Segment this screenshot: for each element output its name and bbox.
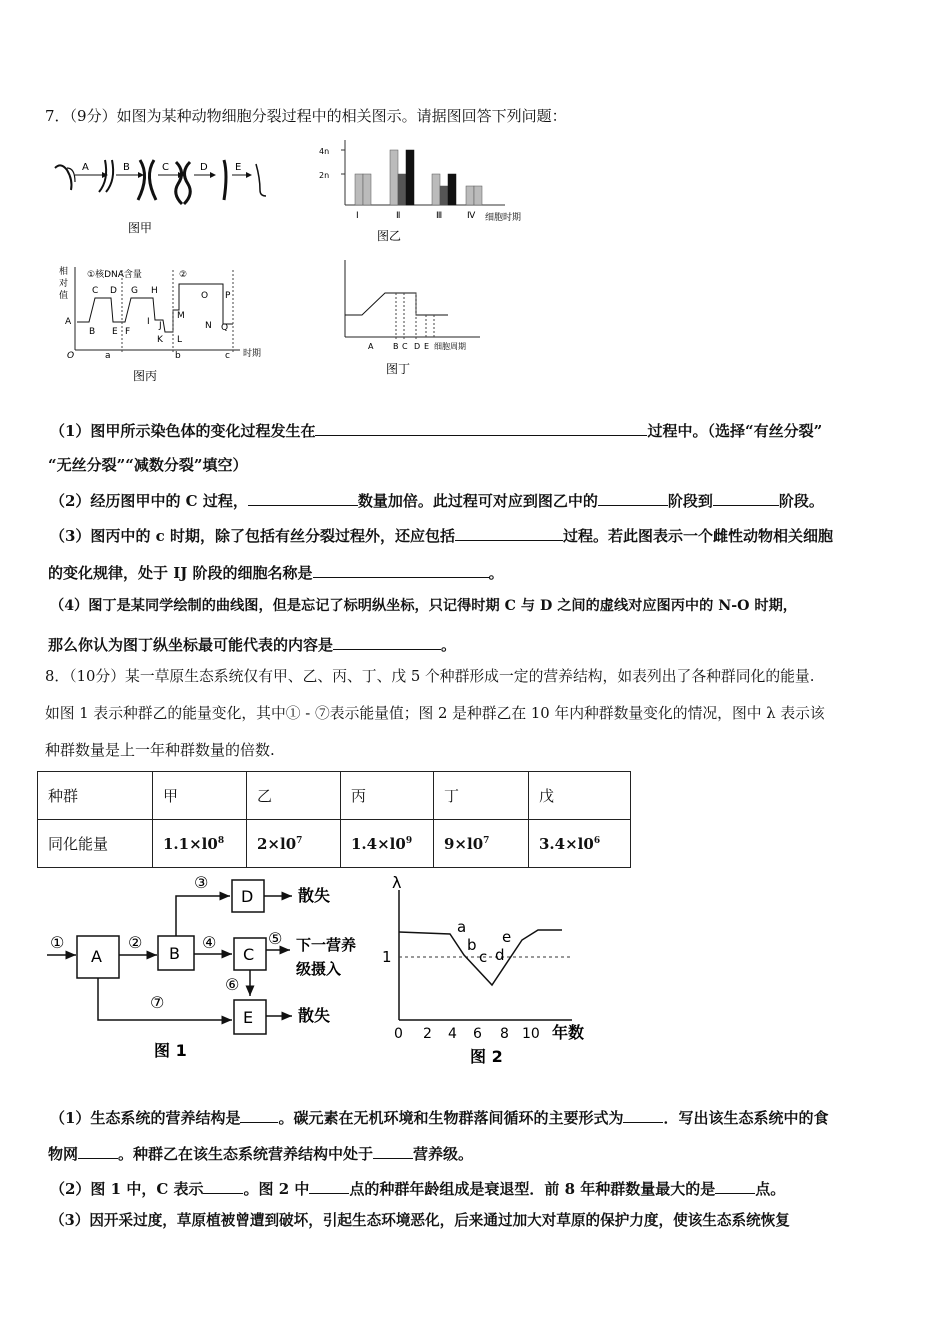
fig-ding-xlabel: 细胞周期 — [434, 342, 466, 351]
answer-blank-q7-3b[interactable] — [313, 561, 489, 578]
fig-yi-caption: 图乙 — [377, 229, 402, 243]
fig-bing-point-h: H — [151, 286, 158, 296]
answer-blank-q7-2b[interactable] — [598, 489, 668, 506]
q8-sub2-text-d: 点。 — [755, 1180, 786, 1198]
q7-sub1-text-b: 过程中。（选择“有丝分裂” — [647, 422, 823, 440]
table-row-label: 同化能量 — [38, 820, 153, 868]
fig-bing-xmark-a: a — [105, 351, 111, 361]
table-cell — [434, 820, 529, 868]
out-e-label: 散失 — [298, 1006, 331, 1025]
table-cell-exp: 8 — [217, 835, 225, 846]
fig-bing-point-i: I — [147, 317, 150, 327]
fig-2-point-a: a — [457, 918, 467, 936]
flow-label-7: ⑦ — [150, 993, 165, 1012]
fig-yi-bar — [398, 174, 406, 205]
fig-yi-tick-2: Ⅱ — [396, 211, 401, 221]
table-header-cell: 丙 — [341, 772, 434, 820]
q7-sub2-text-d: 阶段。 — [778, 492, 824, 510]
fig-yi-tick-4: Ⅳ — [467, 211, 476, 221]
q7-sub1-cont: “无丝分裂”“减数分裂”填空） — [48, 456, 248, 474]
q7-sub3-text-c: 的变化规律，处于 IJ 阶段的细胞名称是 — [48, 564, 313, 582]
table-cell-exp: 9 — [405, 835, 413, 846]
table-header-cell: 甲 — [153, 772, 247, 820]
fig-bing-xlabel: 时期 — [243, 349, 262, 359]
answer-blank-q8-1c[interactable] — [78, 1142, 118, 1159]
fig-yi-bar — [466, 186, 474, 205]
answer-blank-q7-1[interactable] — [315, 419, 647, 436]
fig-2-tick-8: 8 — [500, 1026, 509, 1042]
fig-bing-ylabel: 相 — [59, 267, 69, 277]
fig-2-tick-2: 2 — [423, 1026, 432, 1042]
table-header-cell: 戊 — [529, 772, 631, 820]
fig-ding-xmark-e: E — [424, 342, 430, 351]
fig-2-xlabel: 年数 — [552, 1023, 585, 1042]
q8-intro-2: 如图 1 表示种群乙的能量变化，其中① - ⑦表示能量值；图 2 是种群乙在 10 年内种群数量变化的情况，图中 λ 表示该 — [45, 705, 825, 722]
fig-bing-point-p: P — [225, 291, 231, 301]
table-row — [38, 820, 631, 868]
fig-bing-point-q: Q — [221, 323, 229, 333]
fig-bing-point-j: J — [159, 321, 162, 331]
table-cell-exp: 7 — [483, 835, 490, 846]
answer-blank-q8-1b[interactable] — [623, 1106, 663, 1123]
fig-yi-bar — [440, 186, 448, 205]
q7-sub4: （4）图丁是某同学绘制的曲线图，但是忘记了标明纵坐标，只记得时期 C 与 D 之间的虚线对应图丙中的 N-O 时期， — [50, 598, 797, 614]
energy-table — [37, 771, 631, 868]
table-header-cell: 乙 — [247, 772, 341, 820]
box-b-label: B — [169, 944, 180, 963]
flow-label-1: ① — [50, 933, 65, 952]
q8-sub3: （3）因开采过度，草原植被曾遭到破坏，引起生态环境恶化，后来通过加大对草原的保护力度，使该生态系统恢复 — [50, 1212, 790, 1229]
fig-2-tick-0: 0 — [394, 1026, 403, 1042]
fig-yi-bar — [355, 174, 363, 205]
q7-sub2-text-c: 阶段到 — [667, 492, 713, 510]
fig-2-lambda — [372, 870, 612, 1070]
fig-jia-label-c: C — [162, 162, 169, 173]
fig-bing — [55, 262, 275, 387]
q8-sub1-text-b: 。碳元素在无机环境和生物群落间循环的主要形式为 — [278, 1109, 624, 1127]
fig-bing-point-b: B — [89, 327, 96, 337]
fig-bing-ylabel: 对 — [59, 279, 69, 289]
table-cell — [153, 820, 247, 868]
answer-blank-q8-2b[interactable] — [309, 1177, 349, 1194]
fig-2-ylabel: λ — [392, 873, 402, 892]
fig-bing-point-l: L — [177, 335, 183, 345]
fig-jia-label-b: B — [123, 162, 130, 173]
fig-bing-point-n: N — [205, 321, 212, 331]
fig-yi-tick-4n: 4n — [319, 147, 330, 156]
flow-label-2: ② — [128, 933, 143, 952]
fig-1-energy-flow — [42, 868, 372, 1068]
fig-bing-point-a: A — [65, 317, 72, 327]
fig-bing-point-e: E — [112, 327, 118, 337]
q8-sub1 — [50, 1106, 828, 1128]
fig-2-caption: 图 2 — [470, 1047, 503, 1066]
box-e-label: E — [243, 1008, 254, 1027]
table-cell-exp: 6 — [593, 835, 601, 846]
answer-blank-q8-1a[interactable] — [240, 1106, 278, 1123]
q7-sub3-text-b: 过程。若此图表示一个雌性动物相关细胞 — [563, 527, 834, 545]
fig-bing-point-o: O — [201, 291, 209, 301]
flow-label-5: ⑤ — [268, 929, 283, 948]
table-cell-base: 3.4×l0 — [539, 834, 594, 853]
q8-intro-1: 8．（10分）某一草原生态系统仅有甲、乙、丙、丁、戊 5 个种群形成一定的营养结构，如表列出了各种群同化的能量. — [45, 668, 815, 685]
fig-2-tick-10: 10 — [522, 1026, 540, 1042]
fig-ding-xmark-b: B — [393, 342, 399, 351]
fig-yi-tick-3: Ⅲ — [436, 211, 443, 221]
q7-sub1 — [50, 419, 822, 441]
q7-sub3-cont — [48, 561, 504, 583]
fig-bing-section1: ①核DNA含量 — [87, 270, 142, 280]
fig-2-yref: 1 — [382, 948, 392, 966]
fig-jia-caption: 图甲 — [128, 221, 153, 235]
fig-2-point-c: c — [479, 948, 488, 966]
q7-sub3 — [50, 524, 833, 546]
out-c-label-1: 下一营养 — [296, 936, 357, 954]
q8-sub2 — [50, 1177, 785, 1199]
q8-sub1-text-d: 物网 — [48, 1145, 79, 1163]
fig-yi — [305, 130, 535, 245]
table-header-cell: 丁 — [434, 772, 529, 820]
fig-yi-bar — [406, 150, 414, 205]
fig-yi-bar — [448, 174, 456, 205]
flow-label-3: ③ — [194, 873, 209, 892]
q8-sub1-text-f: 营养级。 — [413, 1145, 474, 1163]
q8-sub2-text-a: （2）图 1 中，C 表示 — [50, 1180, 204, 1198]
fig-jia-label-d: D — [200, 162, 208, 173]
table-cell-base: 9×l0 — [444, 834, 484, 853]
table-cell-base: 1.4×l0 — [351, 834, 406, 853]
fig-yi-bar — [390, 150, 398, 205]
q8-sub1-text-e: 。种群乙在该生态系统营养结构中处于 — [118, 1145, 374, 1163]
fig-bing-point-k: K — [157, 335, 163, 345]
table-cell-base: 2×l0 — [257, 834, 297, 853]
flow-label-6: ⑥ — [225, 975, 240, 994]
fig-yi-bar — [432, 174, 440, 205]
table-cell — [247, 820, 341, 868]
fig-bing-origin: O — [67, 351, 75, 361]
fig-bing-xmark-c: c — [225, 351, 230, 361]
answer-blank-q7-3a[interactable] — [455, 524, 563, 541]
q8-sub2-text-c: 点的种群年龄组成是衰退型．前 8 年种群数量最大的是 — [349, 1180, 716, 1198]
q7-sub4-text-b: 那么你认为图丁纵坐标最可能代表的内容是 — [48, 636, 334, 654]
answer-blank-q8-2a[interactable] — [203, 1177, 243, 1194]
fig-yi-xlabel: 细胞时期 — [485, 213, 522, 223]
q7-sub2-text-b: 数量加倍。此过程可对应到图乙中的 — [357, 492, 598, 510]
table-header-row — [38, 772, 631, 820]
table-cell — [341, 820, 434, 868]
box-a-label: A — [91, 947, 102, 966]
fig-ding-caption: 图丁 — [386, 362, 411, 376]
answer-blank-q8-2c[interactable] — [715, 1177, 755, 1194]
fig-bing-point-g: G — [131, 286, 138, 296]
q8-sub1-text-c: ．写出该生态系统中的食 — [663, 1109, 829, 1127]
fig-2-tick-6: 6 — [473, 1026, 482, 1042]
q7-header: 7．（9分）如图为某种动物细胞分裂过程中的相关图示。请据图回答下列问题： — [45, 107, 567, 125]
fig-yi-tick-2n: 2n — [319, 171, 330, 180]
answer-blank-q7-2a[interactable] — [248, 489, 358, 506]
fig-jia-label-a: A — [82, 162, 89, 173]
fig-bing-point-m: M — [177, 311, 185, 321]
answer-blank-q7-2c[interactable] — [713, 489, 779, 506]
fig-bing-point-d: D — [110, 286, 117, 296]
table-cell-base: 1.1×l0 — [163, 834, 218, 853]
fig-bing-point-f: F — [125, 327, 131, 337]
q8-sub1-cont — [48, 1142, 473, 1164]
fig-ding-xmark-c: C — [402, 342, 408, 351]
q7-sub2 — [50, 489, 824, 511]
fig-2-tick-4: 4 — [448, 1026, 457, 1042]
fig-bing-caption: 图丙 — [133, 369, 158, 383]
out-d-label: 散失 — [298, 886, 331, 905]
fig-jia-label-e: E — [235, 162, 242, 173]
q7-sub1-text-a: （1）图甲所示染色体的变化过程发生在 — [50, 422, 316, 440]
answer-blank-q7-4[interactable] — [333, 633, 441, 650]
fig-bing-ylabel: 值 — [59, 291, 69, 301]
fig-jia — [50, 150, 280, 240]
q8-sub2-text-b: 。图 2 中 — [243, 1180, 310, 1198]
fig-bing-section2: ② — [179, 270, 188, 280]
q7-sub3-text-a: （3）图丙中的 c 时期，除了包括有丝分裂过程外，还应包括 — [50, 527, 456, 545]
fig-ding — [330, 255, 500, 380]
fig-ding-xmark-d: D — [414, 342, 421, 351]
fig-yi-tick-1: Ⅰ — [356, 211, 359, 221]
box-d-label: D — [241, 887, 254, 906]
q7-sub3-text-d: 。 — [488, 564, 504, 582]
out-c-label-2: 级摄入 — [296, 960, 342, 978]
fig-yi-bar — [474, 186, 482, 205]
table-cell — [529, 820, 631, 868]
fig-ding-xmark-a: A — [368, 342, 374, 351]
q7-sub4-cont — [48, 633, 456, 655]
fig-2-point-d: d — [495, 946, 505, 964]
box-c-label: C — [243, 945, 255, 964]
q8-sub1-text-a: （1）生态系统的营养结构是 — [50, 1109, 241, 1127]
q8-intro-3: 种群数量是上一年种群数量的倍数. — [45, 741, 275, 759]
fig-bing-point-c: C — [92, 286, 99, 296]
flow-label-4: ④ — [202, 933, 217, 952]
q7-sub4-text-c: 。 — [441, 636, 457, 654]
fig-2-point-e: e — [502, 928, 512, 946]
answer-blank-q8-1d[interactable] — [373, 1142, 413, 1159]
table-header-cell: 种群 — [38, 772, 153, 820]
fig-2-point-b: b — [467, 936, 477, 954]
table-cell-exp: 7 — [296, 835, 303, 846]
q7-sub2-text-a: （2）经历图甲中的 C 过程， — [50, 492, 248, 510]
fig-1-caption: 图 1 — [154, 1041, 187, 1060]
fig-yi-bar — [363, 174, 371, 205]
fig-bing-xmark-b: b — [175, 351, 181, 361]
